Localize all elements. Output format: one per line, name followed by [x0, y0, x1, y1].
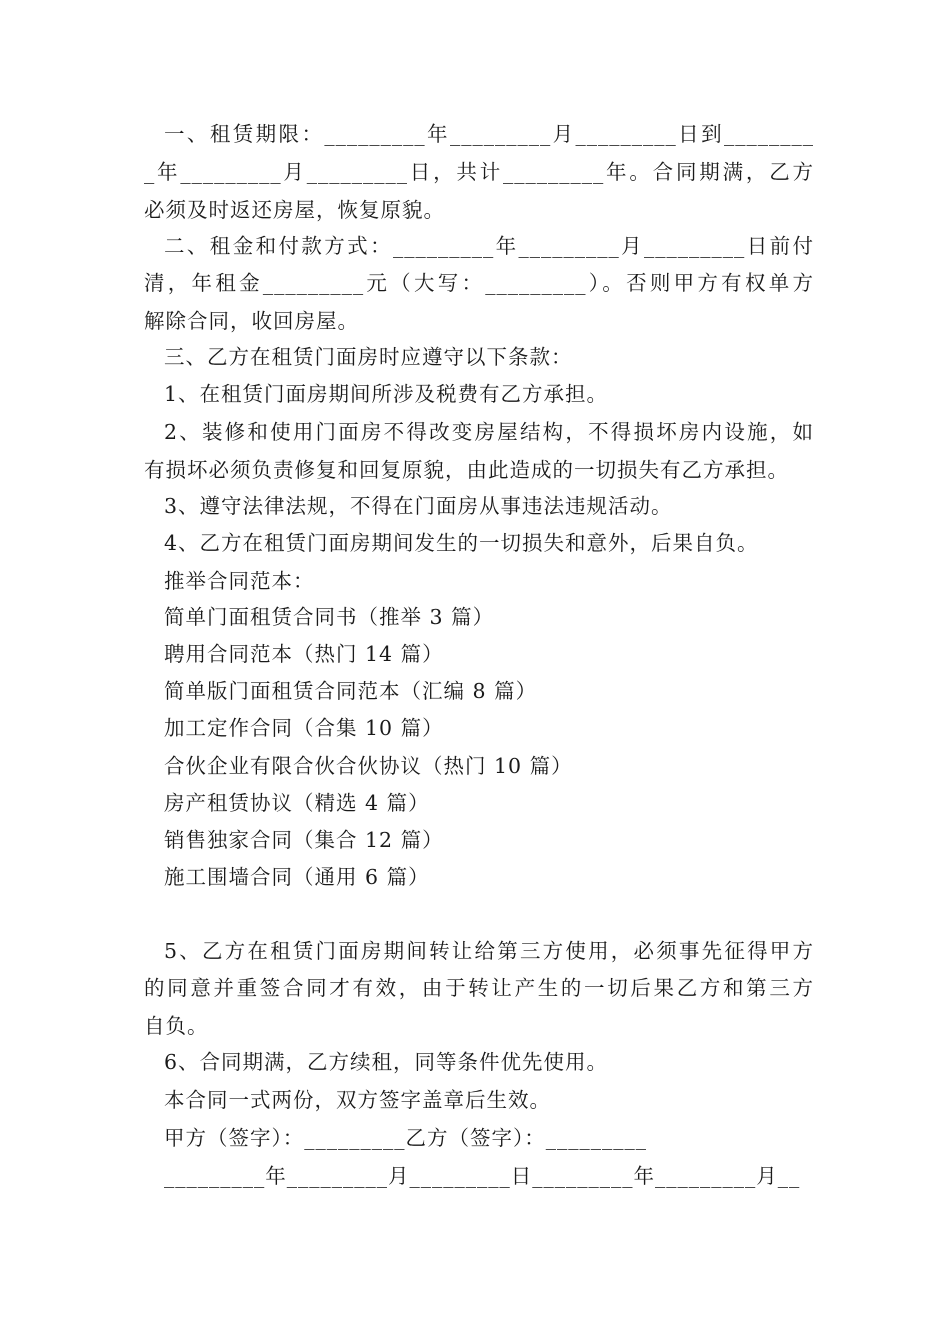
recommended-item: 加工定作合同（合集 10 篇）	[164, 716, 444, 740]
rent-payment-line-2: 清，年租金_________元（大写：_________）。否则甲方有权单方	[144, 271, 814, 295]
term-period-line-3: 必须及时返还房屋，恢复原貌。	[144, 198, 445, 222]
clause-three-heading: 三、乙方在租赁门面房时应遵守以下条款：	[164, 345, 573, 369]
recommended-item: 简单门面租赁合同书（推举 3 篇）	[164, 605, 495, 629]
date-line: _________年_________月_________日_________年_________月__	[164, 1164, 801, 1188]
recommended-item: 简单版门面租赁合同范本（汇编 8 篇）	[164, 679, 538, 703]
clause-item-5-line-1: 5、乙方在租赁门面房期间转让给第三方使用，必须事先征得甲方	[164, 939, 814, 963]
recommended-item: 施工围墙合同（通用 6 篇）	[164, 865, 430, 889]
term-period-line-1: 一、租赁期限：_________年_________月_________日到________	[164, 122, 814, 146]
clause-item-1: 1、在租赁门面房期间所涉及税费有乙方承担。	[164, 382, 609, 406]
recommended-item: 销售独家合同（集合 12 篇）	[164, 828, 444, 852]
clause-item-5-line-2: 的同意并重签合同才有效，由于转让产生的一切后果乙方和第三方	[144, 976, 814, 1000]
recommended-heading: 推举合同范本：	[164, 569, 315, 593]
clause-item-2-line-1: 2、装修和使用门面房不得改变房屋结构，不得损坏房内设施，如	[164, 420, 814, 444]
recommended-item: 聘用合同范本（热门 14 篇）	[164, 642, 444, 666]
recommended-item: 房产租赁协议（精选 4 篇）	[164, 791, 430, 815]
clause-item-3: 3、遵守法律法规，不得在门面房从事违法违规活动。	[164, 494, 673, 518]
signature-line: 甲方（签字）：_________乙方（签字）：_________	[164, 1126, 647, 1150]
copies-statement: 本合同一式两份，双方签字盖章后生效。	[164, 1088, 551, 1112]
clause-item-2-line-2: 有损坏必须负责修复和回复原貌，由此造成的一切损失有乙方承担。	[144, 458, 789, 482]
clause-item-5-line-3: 自负。	[144, 1014, 209, 1038]
rent-payment-line-3: 解除合同，收回房屋。	[144, 309, 359, 333]
clause-item-4: 4、乙方在租赁门面房期间发生的一切损失和意外，后果自负。	[164, 531, 759, 555]
rent-payment-line-1: 二、租金和付款方式：_________年_________月_________日前付	[164, 234, 814, 258]
clause-item-6: 6、合同期满，乙方续租，同等条件优先使用。	[164, 1050, 609, 1074]
recommended-item: 合伙企业有限合伙合伙协议（热门 10 篇）	[164, 754, 573, 778]
term-period-line-2: _年_________月_________日，共计_________年。合同期满，乙方	[144, 160, 814, 184]
